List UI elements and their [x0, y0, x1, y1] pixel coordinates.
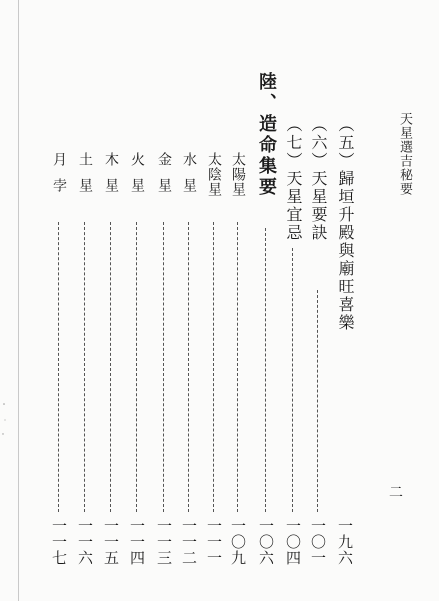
toc-entry-title: 金星 — [156, 152, 172, 204]
toc-entry-page: 一一一 — [205, 518, 223, 566]
toc-entry-title: 水星 — [181, 152, 197, 204]
toc-leader — [213, 222, 214, 512]
toc-entry[interactable] — [227, 0, 249, 601]
toc-entry-page: 一〇六 — [257, 518, 275, 566]
toc-entry-title: （五）歸垣升殿與廟旺喜樂 — [336, 116, 355, 332]
toc-leader — [265, 228, 266, 512]
toc-entry-title: 太陽星 — [230, 152, 246, 197]
toc-entry-title: 土星 — [77, 152, 93, 204]
toc-entry[interactable] — [48, 0, 70, 601]
toc-entry[interactable] — [282, 0, 304, 601]
scan-specks — [2, 400, 8, 440]
toc-entry-page: 一〇一 — [309, 518, 327, 566]
running-header: 天星選吉秘要 — [397, 112, 412, 196]
toc-section[interactable] — [255, 0, 277, 601]
toc-section-title: 陸、造命集要 — [256, 72, 277, 198]
toc-entry[interactable] — [334, 0, 356, 601]
toc-entry-page: 一〇四 — [284, 518, 302, 566]
toc-leader — [292, 248, 293, 512]
toc-entry-title: （六）天星要訣 — [309, 116, 328, 242]
toc-entry[interactable] — [178, 0, 200, 601]
toc-entry-title: 木星 — [103, 152, 119, 204]
toc-entry[interactable] — [203, 0, 225, 601]
toc-leader — [317, 290, 318, 512]
toc-leader — [58, 222, 59, 512]
toc-entry[interactable] — [74, 0, 96, 601]
toc-entry[interactable] — [153, 0, 175, 601]
toc-entry-page: 一九六 — [336, 518, 354, 566]
toc-entry[interactable] — [100, 0, 122, 601]
toc-leader — [84, 222, 85, 512]
toc-entry-page: 一〇九 — [229, 518, 247, 566]
toc-leader — [163, 222, 164, 512]
page-number: 二 — [389, 485, 403, 501]
toc-entry-page: 一一三 — [155, 518, 173, 566]
toc-entry-page: 一一四 — [128, 518, 146, 566]
toc-leader — [110, 222, 111, 512]
toc-leader — [188, 222, 189, 512]
toc-entry-title: 火星 — [129, 152, 145, 204]
toc-entry[interactable] — [126, 0, 148, 601]
toc-entry-title: （七）天星宜忌 — [284, 116, 303, 242]
toc-entry-page: 一一五 — [102, 518, 120, 566]
toc-leader — [136, 222, 137, 512]
toc-leader — [237, 222, 238, 512]
toc-entry-page: 一一七 — [50, 518, 68, 566]
toc-entry-page: 一一二 — [180, 518, 198, 566]
toc-entry-title: 太陰星 — [206, 152, 222, 197]
toc-entry-title: 月孛 — [51, 152, 67, 204]
toc-entry-page: 一一六 — [76, 518, 94, 566]
binding-line — [18, 0, 19, 601]
toc-entry[interactable] — [307, 0, 329, 601]
